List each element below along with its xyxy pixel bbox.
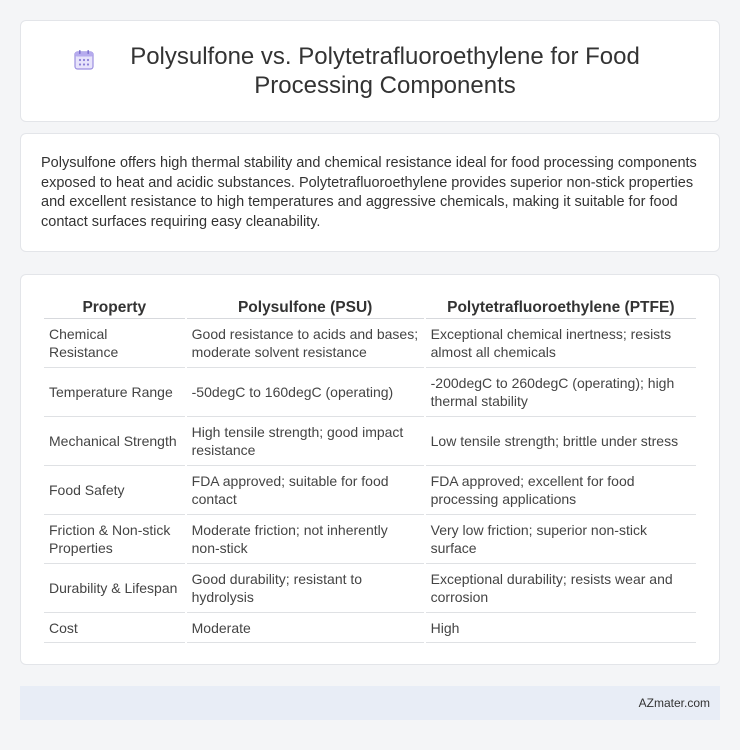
cell-property: Temperature Range	[44, 368, 185, 417]
footer-brand: AZmater.com	[638, 696, 710, 710]
cell-ptfe: FDA approved; excellent for food processing applications	[426, 466, 696, 515]
cell-ptfe: Low tensile strength; brittle under stress	[426, 417, 696, 466]
table-header-row	[44, 295, 696, 319]
table-row	[44, 319, 696, 368]
table-row	[44, 466, 696, 515]
cell-psu: High tensile strength; good impact resistance	[187, 417, 424, 466]
cell-property: Food Safety	[44, 466, 185, 515]
table-row	[44, 368, 696, 417]
table-row	[44, 417, 696, 466]
cell-property: Mechanical Strength	[44, 417, 185, 466]
footer	[20, 686, 720, 720]
table-row	[44, 515, 696, 564]
intro-paragraph: Polysulfone offers high thermal stability and chemical resistance ideal for food processing components exposed to heat and acidic substances. Polytetrafluoroethylene provides superior non-stick properties and excellent resistance to high temperatures and aggressive chemicals, making it suitable for food contact surfaces requiring easy cleanability.	[41, 155, 697, 230]
cell-property: Durability & Lifespan	[44, 564, 185, 613]
header-psu: Polysulfone (PSU)	[187, 295, 424, 319]
comparison-card	[20, 274, 720, 665]
cell-ptfe: Exceptional durability; resists wear and corrosion	[426, 564, 696, 613]
title-card	[20, 20, 720, 122]
comparison-table	[42, 295, 698, 643]
cell-psu: FDA approved; suitable for food contact	[187, 466, 424, 515]
intro-card	[20, 133, 720, 252]
cell-ptfe: Very low friction; superior non-stick surface	[426, 515, 696, 564]
cell-ptfe: High	[426, 613, 696, 643]
cell-psu: Moderate	[187, 613, 424, 643]
calendar-icon	[72, 48, 96, 72]
cell-property: Cost	[44, 613, 185, 643]
page-title: Polysulfone vs. Polytetrafluoroethylene for Food Processing Components	[130, 43, 640, 99]
cell-ptfe: -200degC to 260degC (operating); high thermal stability	[426, 368, 696, 417]
cell-psu: Good resistance to acids and bases; moderate solvent resistance	[187, 319, 424, 368]
table-row	[44, 613, 696, 643]
cell-property: Chemical Resistance	[44, 319, 185, 368]
title-wrap	[70, 42, 670, 100]
table-row	[44, 564, 696, 613]
cell-psu: Good durability; resistant to hydrolysis	[187, 564, 424, 613]
cell-psu: -50degC to 160degC (operating)	[187, 368, 424, 417]
cell-psu: Moderate friction; not inherently non-stick	[187, 515, 424, 564]
cell-property: Friction & Non-stick Properties	[44, 515, 185, 564]
cell-ptfe: Exceptional chemical inertness; resists almost all chemicals	[426, 319, 696, 368]
header-ptfe: Polytetrafluoroethylene (PTFE)	[426, 295, 696, 319]
header-property: Property	[44, 295, 185, 319]
